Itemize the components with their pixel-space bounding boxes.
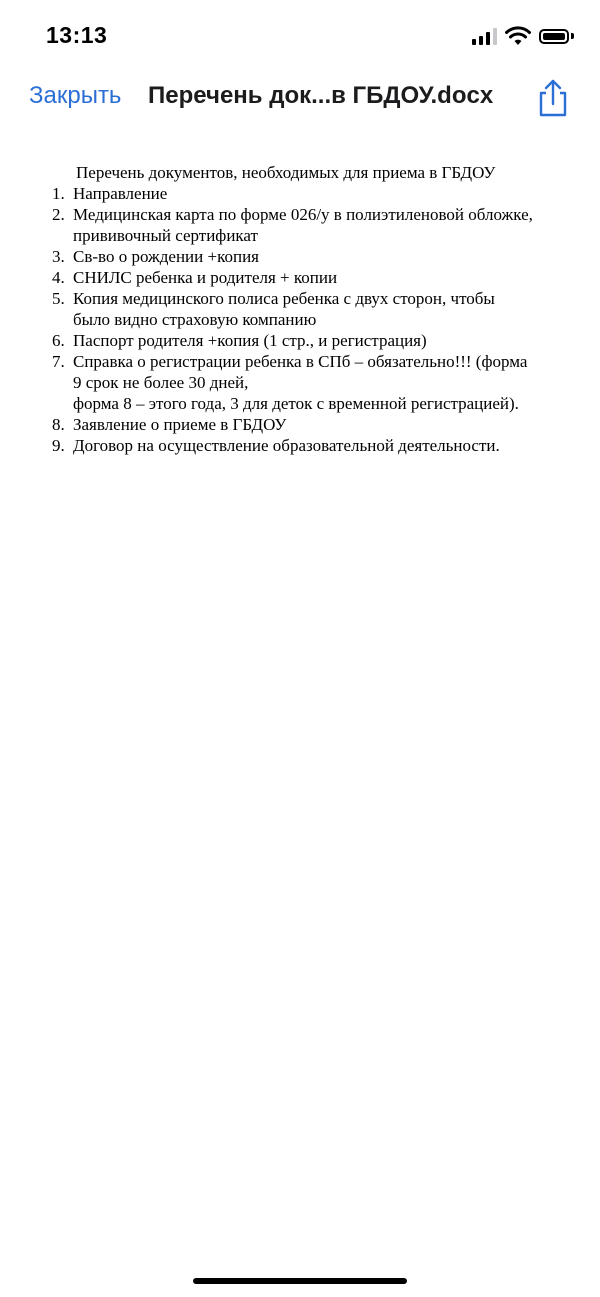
list-item-text: Договор на осуществление образовательной деятельности. [73, 436, 500, 455]
share-icon [535, 78, 571, 118]
status-icons [472, 25, 574, 47]
list-item-text: Справка о регистрации ребенка в СПб – обязательно!!! (форма [73, 352, 528, 371]
list-item-number: 2. [52, 205, 65, 224]
list-item [52, 351, 564, 414]
close-button[interactable]: Закрыть [29, 82, 122, 109]
list-item-number: 7. [52, 352, 65, 371]
list-item-text: 9 срок не более 30 дней, [73, 373, 249, 392]
home-indicator[interactable] [193, 1278, 407, 1284]
list-item-text: было видно страховую компанию [73, 310, 317, 329]
document-list [52, 183, 564, 456]
list-item-number: 4. [52, 268, 65, 287]
wifi-icon [505, 26, 531, 46]
list-item-text: Направление [73, 184, 168, 203]
list-item-number: 9. [52, 436, 65, 455]
list-item [52, 288, 564, 330]
document-content [52, 162, 564, 456]
list-item [52, 414, 564, 435]
list-item-text: Медицинская карта по форме 026/у в полиэтиленовой обложке, [73, 205, 533, 224]
list-item-text: Копия медицинского полиса ребенка с двух сторон, чтобы [73, 289, 495, 308]
list-item [52, 330, 564, 351]
list-item [52, 267, 564, 288]
status-time: 13:13 [46, 22, 108, 48]
document-title: Перечень док...в ГБДОУ.docx [148, 82, 494, 109]
list-item-number: 3. [52, 247, 65, 266]
list-item-text: СНИЛС ребенка и родителя + копии [73, 268, 338, 287]
list-item-number: 5. [52, 289, 65, 308]
list-item [52, 183, 564, 204]
status-bar [0, 0, 600, 70]
battery-icon [539, 29, 574, 44]
share-button[interactable] [535, 78, 571, 118]
cellular-signal-icon [472, 27, 497, 45]
list-item-text: Заявление о приеме в ГБДОУ [73, 415, 287, 434]
list-item-text: прививочный сертификат [73, 226, 258, 245]
list-item-text: Св-во о рождении +копия [73, 247, 259, 266]
navigation-bar [0, 70, 600, 126]
list-item-text: Паспорт родителя +копия (1 стр., и регистрация) [73, 331, 427, 350]
list-item [52, 435, 564, 456]
list-item-number: 1. [52, 184, 65, 203]
list-item [52, 246, 564, 267]
list-item-number: 6. [52, 331, 65, 350]
document-heading: Перечень документов, необходимых для приема в ГБДОУ [76, 163, 496, 182]
list-item-number: 8. [52, 415, 65, 434]
list-item [52, 204, 564, 246]
list-item-text: форма 8 – этого года, 3 для деток с временной регистрацией). [73, 394, 519, 413]
